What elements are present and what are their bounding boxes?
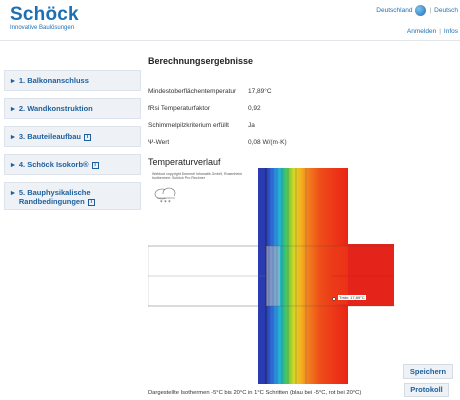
sidebar-item-randbedingungen[interactable] (4, 182, 141, 210)
sidebar-item-bauteileaufbau[interactable] (4, 126, 141, 147)
brand-name: Schöck (10, 4, 79, 25)
sidebar-item-balkonanschluss[interactable] (4, 70, 141, 91)
sidebar-item-label: 2. Wandkonstruktion (18, 104, 93, 113)
sidebar-item-isokorb[interactable] (4, 154, 141, 175)
min-temperature-label: Tmin: 17,89°C (339, 295, 365, 300)
sidebar-item-wandkonstruktion[interactable] (4, 98, 141, 119)
arrow-right-icon: ▸ (11, 132, 15, 141)
sidebar-item-label: 4. Schöck Isokorb® (18, 160, 89, 169)
isotherm-plot (148, 168, 394, 384)
globe-icon (415, 5, 426, 16)
arrow-right-icon: ▸ (11, 76, 15, 85)
snow-cloud-icon (152, 184, 180, 206)
user-nav-separator: | (439, 28, 441, 35)
result-value: 0,92 (248, 105, 261, 112)
country-link[interactable]: Deutschland (376, 7, 413, 14)
info-icon[interactable]: i (88, 199, 95, 206)
isotherm-visualization (148, 168, 394, 384)
page-title: Berechnungsergebnisse (148, 56, 254, 66)
user-nav (407, 28, 458, 35)
watermark-line: Webtool copyright Dommel Infomatik GmbH, Rosenheim (152, 172, 243, 176)
country-language-nav (376, 5, 458, 16)
sidebar-item-label-line2: Randbedingungen (18, 197, 85, 206)
info-icon[interactable]: i (92, 162, 99, 169)
temperature-heading: Temperaturverlauf (148, 157, 221, 167)
sidebar-item-label: 3. Bauteileaufbau (18, 132, 81, 141)
result-value: 0,08 W/(m·K) (248, 139, 287, 146)
sidebar-item-label-line1: 5. Bauphysikalische (18, 188, 91, 197)
result-value: 17,89°C (248, 88, 272, 95)
result-label: Schimmelpilzkriterium erfüllt (148, 122, 229, 129)
brand-tagline: Innovative Baulösungen (10, 25, 75, 31)
nav-separator: | (429, 7, 432, 14)
watermark-line: Isothermen: Schöck Pro Rechner (152, 176, 205, 181)
language-link[interactable]: Deutsch (434, 7, 458, 14)
result-label: Ψ-Wert (148, 139, 170, 146)
result-label: fRsi Temperaturfaktor (148, 105, 211, 112)
protocol-button[interactable]: Protokoll (404, 383, 449, 397)
svg-text:* * *: * * * (160, 200, 171, 206)
save-button[interactable]: Speichern (403, 364, 453, 379)
info-link[interactable]: Infos (443, 28, 458, 35)
min-temperature-marker (333, 298, 336, 301)
sidebar (4, 70, 141, 217)
result-label: Mindestoberflächentemperatur (148, 88, 237, 95)
sidebar-item-label: 1. Balkonanschluss (18, 76, 89, 85)
brand-logo[interactable] (10, 4, 79, 31)
sidebar-item-label (19, 188, 95, 206)
header (0, 0, 460, 40)
arrow-right-icon: ▸ (11, 188, 15, 197)
info-icon[interactable]: i (84, 134, 91, 141)
arrow-right-icon: ▸ (11, 104, 15, 113)
result-value: Ja (248, 122, 255, 129)
arrow-right-icon: ▸ (11, 160, 15, 169)
login-link[interactable]: Anmelden (406, 28, 437, 35)
isotherm-legend-note: Dargestellte Isothermen -5°C bis 20°C in 1°C Schritten (blau bei -5°C, rot bei 20°C) (148, 390, 362, 396)
header-divider (0, 40, 460, 41)
watermark-text (152, 172, 242, 180)
